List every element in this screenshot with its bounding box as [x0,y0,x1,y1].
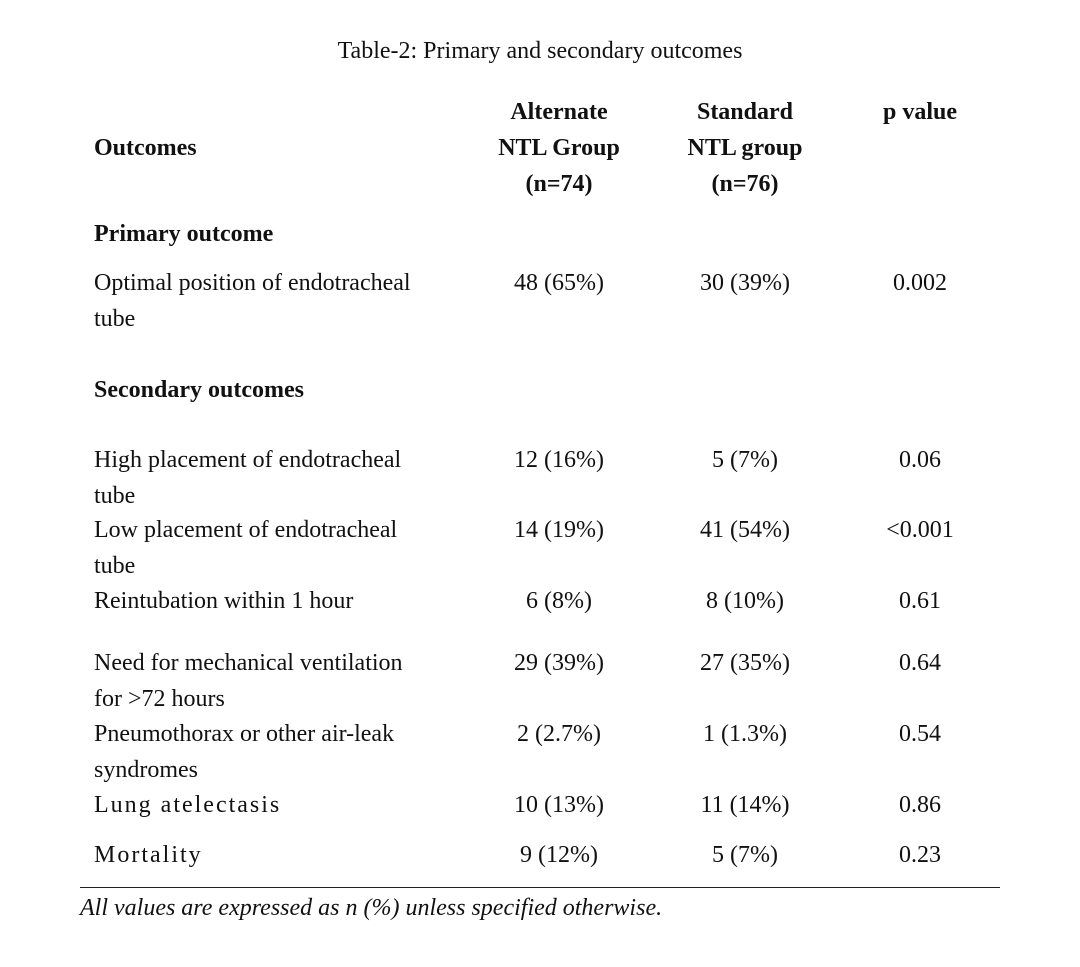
row-p-value: <0.001 [886,517,954,543]
row-label-line: Need for mechanical ventilation [94,650,403,676]
row-label [94,716,464,788]
row-label [94,583,464,619]
header-outcomes: Outcomes [94,135,197,161]
row-p-value: 0.64 [899,650,941,676]
header-standard-line-2: NTL group [687,135,803,161]
row-alternate-value: 6 (8%) [526,588,592,614]
row-p-value: 0.61 [899,588,941,614]
section-secondary: Secondary outcomes [94,377,304,403]
row-p-value: 0.23 [899,842,941,868]
row-label [94,512,464,584]
row-label-line: syndromes [94,757,198,783]
row-alternate-value: 29 (39%) [514,650,604,676]
row-alternate-value: 12 (16%) [514,447,604,473]
row-label-line: Lung atelectasis [94,792,282,818]
header-alternate-line-2: NTL Group [498,135,620,161]
row-alternate-value: 48 (65%) [514,270,604,296]
row-standard-value: 1 (1.3%) [703,721,787,747]
row-alternate-value: 10 (13%) [514,792,604,818]
section-primary: Primary outcome [94,221,274,247]
row-standard-value: 27 (35%) [700,650,790,676]
header-alternate [464,94,654,202]
row-label-line: tube [94,306,136,332]
row-p-value: 0.06 [899,447,941,473]
row-standard-value: 11 (14%) [700,792,790,818]
row-p-value: 0.86 [899,792,941,818]
row-label-line: Optimal position of endotracheal [94,270,411,296]
row-label [94,265,464,337]
row-alternate-value: 2 (2.7%) [517,721,601,747]
row-standard-value: 5 (7%) [712,447,778,473]
row-standard-value: 5 (7%) [712,842,778,868]
header-standard [650,94,840,202]
row-p-value: 0.002 [893,270,947,296]
header-alternate-line-1: Alternate [510,99,608,125]
table-title: Table-2: Primary and secondary outcomes [337,38,743,64]
table-footnote: All values are expressed as n (%) unless specified otherwise. [80,895,663,921]
row-alternate-value: 14 (19%) [514,517,604,543]
row-standard-value: 8 (10%) [706,588,784,614]
row-label [94,787,464,823]
row-label-line: Mortality [94,842,203,868]
row-label-line: Pneumothorax or other air-leak [94,721,395,747]
row-p-value: 0.54 [899,721,941,747]
header-standard-line-1: Standard [696,99,794,125]
table-bottom-rule [80,887,1000,888]
row-label-line: tube [94,483,136,509]
header-pvalue: p value [882,99,957,125]
row-label-line: High placement of endotracheal [94,447,402,473]
header-standard-line-3: (n=76) [711,171,779,197]
row-alternate-value: 9 (12%) [520,842,598,868]
row-label-line: tube [94,553,136,579]
row-label [94,442,464,514]
row-standard-value: 41 (54%) [700,517,790,543]
row-label-line: Low placement of endotracheal [94,517,398,543]
row-label-line: for >72 hours [94,686,225,712]
header-alternate-line-3: (n=74) [525,171,593,197]
row-standard-value: 30 (39%) [700,270,790,296]
row-label [94,837,464,873]
row-label-line: Reintubation within 1 hour [94,588,354,614]
row-label [94,645,464,717]
